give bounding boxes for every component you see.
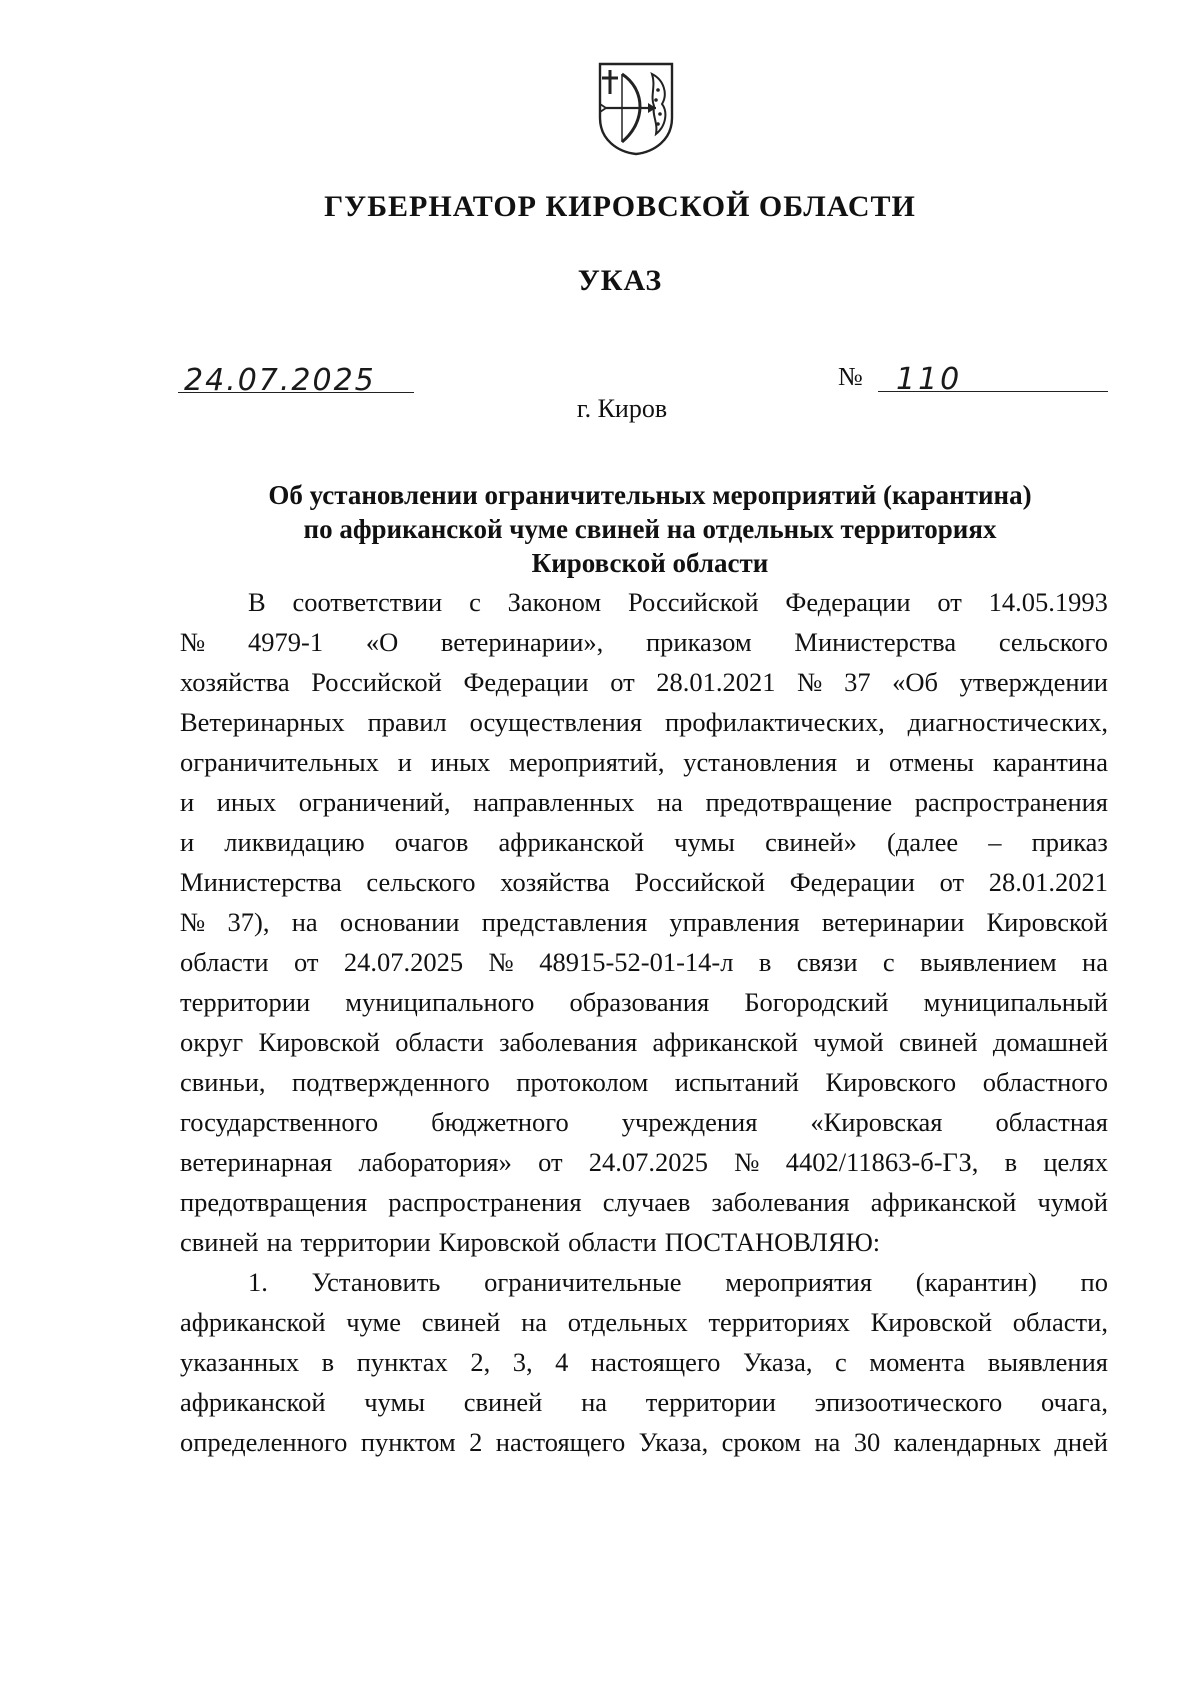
word: образования <box>569 987 710 1017</box>
word: Установить <box>311 1267 441 1297</box>
word: округ <box>180 1027 244 1057</box>
word: Российской <box>311 667 442 697</box>
word: утверждении <box>959 667 1108 697</box>
word: определенного <box>180 1427 348 1457</box>
title-line: Об установлении ограничительных мероприятий (карантина) <box>268 480 1032 510</box>
word: В <box>248 587 266 617</box>
text-line <box>180 662 1108 702</box>
word: в <box>1004 1147 1018 1177</box>
text-line <box>180 1422 1108 1462</box>
word: африканской <box>498 827 645 857</box>
word: – <box>988 827 1002 857</box>
word: приказом <box>645 627 752 657</box>
decree-number-field <box>838 350 1108 397</box>
word: настоящего <box>590 1347 721 1377</box>
word: 37 <box>844 667 871 697</box>
word: предотвращения <box>180 1187 368 1217</box>
word: представления <box>481 907 648 937</box>
word: управления <box>669 907 800 937</box>
word: ограничительные <box>484 1267 682 1297</box>
word: установления <box>683 747 838 777</box>
word: территории <box>645 1387 776 1417</box>
word: ликвидацию <box>224 827 365 857</box>
word: африканской <box>652 1027 798 1057</box>
word: предотвращение <box>705 787 893 817</box>
text-line <box>180 1342 1108 1382</box>
word: африканской <box>870 1187 1017 1217</box>
word: свиней» <box>765 827 857 857</box>
word: муниципального <box>345 987 535 1017</box>
word: (далее <box>887 827 959 857</box>
word: Законом <box>507 587 602 617</box>
word: направленных <box>473 787 635 817</box>
word: свиней <box>180 1227 259 1257</box>
word: свиней <box>421 1307 501 1337</box>
word: очага, <box>1041 1387 1108 1417</box>
word: чумой <box>813 1027 884 1057</box>
word: иных <box>430 747 491 777</box>
word: карантина <box>992 747 1108 777</box>
word: отмены <box>888 747 974 777</box>
word: испытаний <box>674 1067 799 1097</box>
word: отдельных <box>567 1307 688 1337</box>
word: Федерации <box>785 587 911 617</box>
word: 4402/11863-б-ГЗ, <box>785 1147 979 1177</box>
text-line <box>180 702 1108 742</box>
word: от <box>610 667 635 697</box>
word: Указа, <box>638 1427 709 1457</box>
word: 3, <box>512 1347 533 1377</box>
word: 2 <box>469 1427 483 1457</box>
text-line <box>180 1182 1108 1222</box>
word: 14.05.1993 <box>988 587 1108 617</box>
word: на <box>581 1387 608 1417</box>
word: выявлением <box>920 947 1057 977</box>
word: с <box>469 587 481 617</box>
text-line <box>180 1102 1108 1142</box>
word: территории <box>180 987 311 1017</box>
text-line <box>180 622 1108 662</box>
word: от <box>538 1147 563 1177</box>
word: в <box>758 947 772 977</box>
title-line: Кировской области <box>531 548 769 578</box>
word: и <box>855 747 871 777</box>
word: мероприятия <box>725 1267 873 1297</box>
word: приказ <box>1031 827 1108 857</box>
word: по <box>1080 1267 1108 1297</box>
text-line <box>180 1142 1108 1182</box>
word: сроком <box>721 1427 801 1457</box>
item-1-paragraph <box>180 1262 1108 1462</box>
word: № <box>488 947 514 977</box>
decree-date-field <box>178 350 414 398</box>
word: № <box>797 667 823 697</box>
word: области <box>180 947 269 977</box>
word: календарных <box>893 1427 1041 1457</box>
word: с <box>835 1347 847 1377</box>
word: с <box>882 947 895 977</box>
text-line <box>180 902 1108 942</box>
word: на <box>291 907 318 937</box>
word: пунктом <box>360 1427 456 1457</box>
word: заболевания <box>499 1027 638 1057</box>
word: Кировской <box>258 1027 380 1057</box>
word: муниципальный <box>923 987 1108 1017</box>
word: сельского <box>366 867 476 897</box>
word: на <box>266 1227 293 1257</box>
word: Министерства <box>180 867 342 897</box>
word: областная <box>995 1107 1108 1137</box>
word: 28.01.2021 <box>988 867 1108 897</box>
word: 24.07.2025 <box>588 1147 709 1177</box>
decree-number: 110 <box>896 362 963 397</box>
text-line <box>180 1062 1108 1102</box>
word: случаев <box>602 1187 691 1217</box>
word: соответствии <box>292 587 443 617</box>
word: свиней <box>899 1027 978 1057</box>
word: чуме <box>346 1307 402 1337</box>
text-line <box>180 822 1108 862</box>
word: 1. <box>248 1267 268 1297</box>
word: африканской <box>180 1307 326 1337</box>
word: области <box>395 1027 484 1057</box>
word: Российской <box>627 587 759 617</box>
word: Кировской <box>986 907 1108 937</box>
number-underline <box>878 349 1108 397</box>
word: от <box>937 587 962 617</box>
word: государственного <box>180 1107 379 1137</box>
city-of-issue: г. Киров <box>576 394 668 423</box>
word: осуществления <box>469 707 643 737</box>
document-type: УКАЗ <box>577 264 663 297</box>
word: области, <box>1012 1307 1108 1337</box>
word: Федерации <box>463 667 589 697</box>
preamble-paragraph <box>180 582 1108 1262</box>
word: от <box>939 867 965 897</box>
word: 24.07.2025 <box>343 947 464 977</box>
text-line <box>180 1022 1108 1062</box>
text-line <box>180 782 1108 822</box>
text-line <box>180 862 1108 902</box>
word: Ветеринарных <box>180 707 345 737</box>
word: бюджетного <box>431 1107 569 1137</box>
word: области <box>568 1227 657 1257</box>
word: хозяйства <box>180 667 290 697</box>
word: хозяйства <box>500 867 610 897</box>
word: и <box>397 747 412 777</box>
word: лаборатория» <box>358 1147 512 1177</box>
word: «Об <box>892 667 939 697</box>
word: подтвержденного <box>292 1067 490 1097</box>
word: № <box>180 627 206 657</box>
word: пунктах <box>356 1347 448 1377</box>
word: 2, <box>470 1347 491 1377</box>
word: ветеринарии», <box>440 627 604 657</box>
word: 30 <box>853 1427 881 1457</box>
word: ограничительных <box>180 747 379 777</box>
decree-date: 24.07.2025 <box>184 363 376 398</box>
word: Кировской <box>438 1227 561 1257</box>
word: ветеринарная <box>180 1147 333 1177</box>
word: в <box>321 1347 335 1377</box>
word: областного <box>982 1067 1108 1097</box>
text-line <box>180 1262 1108 1302</box>
word: домашней <box>992 1027 1108 1057</box>
number-sign: № <box>838 362 863 391</box>
word: целях <box>1043 1147 1108 1177</box>
word: территории <box>300 1227 431 1257</box>
word: настоящего <box>495 1427 626 1457</box>
text-line <box>180 1302 1108 1342</box>
text-line <box>180 742 1108 782</box>
word: Указа, <box>742 1347 813 1377</box>
word: № <box>180 907 206 937</box>
word: выявления <box>987 1347 1108 1377</box>
word: Федерации <box>789 867 915 897</box>
word: связи <box>796 947 858 977</box>
word: 4 <box>555 1347 569 1377</box>
word: эпизоотического <box>814 1387 1003 1417</box>
word: чумой <box>1037 1187 1108 1217</box>
word: на <box>814 1427 841 1457</box>
word: африканской <box>180 1387 326 1417</box>
word: от <box>293 947 319 977</box>
word: Российской <box>634 867 766 897</box>
word: «О <box>365 627 399 657</box>
word: чумы <box>364 1387 426 1417</box>
word: на <box>521 1307 548 1337</box>
word: «Кировская <box>810 1107 943 1137</box>
word: ветеринарии <box>821 907 965 937</box>
word: № <box>734 1147 760 1177</box>
text-line <box>180 1222 1108 1262</box>
text-line <box>180 1382 1108 1422</box>
word: сельского <box>998 627 1108 657</box>
word: свиньи, <box>180 1067 266 1097</box>
word: 37), <box>227 907 270 937</box>
word: территориях <box>708 1307 850 1337</box>
word: Богородский <box>744 987 889 1017</box>
word: диагностических, <box>907 707 1108 737</box>
word: на <box>1082 947 1108 977</box>
word: 48915-52-01-14-л <box>539 947 734 977</box>
text-line <box>180 942 1108 982</box>
word: ограничений, <box>298 787 451 817</box>
word: чумы <box>674 827 735 857</box>
text-line <box>180 982 1108 1022</box>
decree-title <box>150 478 1150 580</box>
word: распространения <box>388 1187 582 1217</box>
text-line <box>180 582 1108 622</box>
word: 4979-1 <box>248 627 324 657</box>
title-line: по африканской чуме свиней на отдельных территориях <box>303 514 997 544</box>
word: указанных <box>180 1347 300 1377</box>
word: свиней <box>463 1387 543 1417</box>
word: заболевания <box>711 1187 850 1217</box>
word: иных <box>216 787 277 817</box>
word: (карантин) <box>915 1267 1037 1297</box>
word: учреждения <box>621 1107 758 1137</box>
word: основании <box>339 907 460 937</box>
word: протоколом <box>516 1067 649 1097</box>
word: 28.01.2021 <box>656 667 776 697</box>
word: Министерства <box>794 627 957 657</box>
word: и <box>180 787 195 817</box>
issuing-authority: ГУБЕРНАТОР КИРОВСКОЙ ОБЛАСТИ <box>324 190 916 223</box>
word: распространения <box>914 787 1108 817</box>
word: Кировского <box>825 1067 957 1097</box>
word: и <box>180 827 195 857</box>
word: Кировской <box>870 1307 992 1337</box>
word: на <box>656 787 683 817</box>
word: мероприятий, <box>509 747 665 777</box>
word: профилактических, <box>664 707 885 737</box>
word: момента <box>869 1347 966 1377</box>
word: ПОСТАНОВЛЯЮ: <box>664 1227 881 1257</box>
word: правил <box>367 707 447 737</box>
word: очагов <box>394 827 469 857</box>
kirov-coat-of-arms-icon <box>596 60 676 156</box>
word: дней <box>1054 1427 1108 1457</box>
